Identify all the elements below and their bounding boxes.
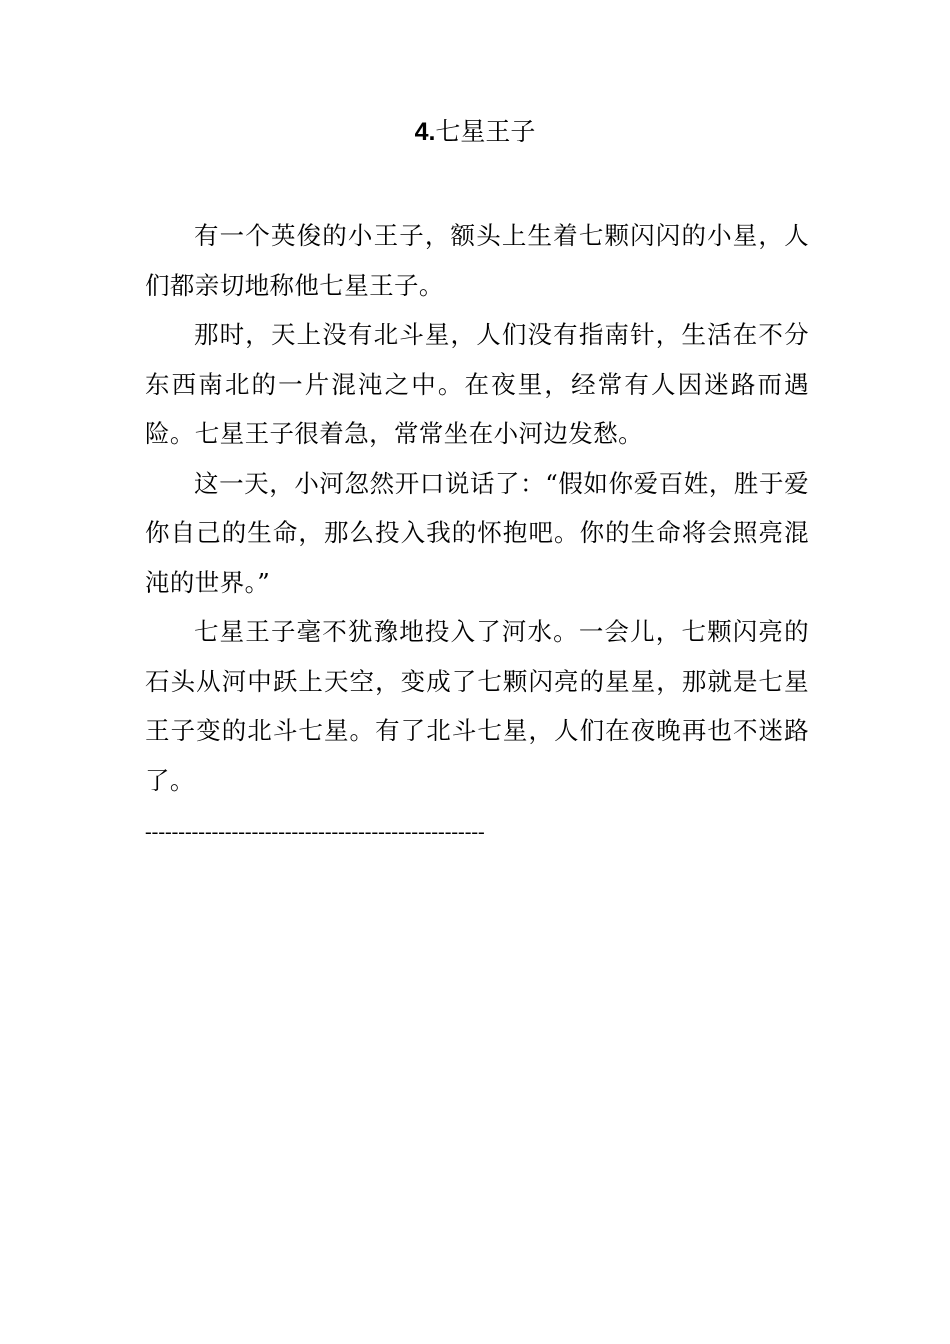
title-text: 七星王子: [435, 117, 536, 146]
page-title: [0, 112, 950, 152]
paragraph-3: 这一天，小河忽然开口说话了：“假如你爱百姓，胜于爱你自己的生命，那么投入我的怀抱吧。你的生命将会照亮混沌的世界。”: [145, 468, 809, 597]
title-number: 4.: [414, 118, 436, 146]
story-body: [145, 211, 809, 805]
paragraph-2: 那时，天上没有北斗星，人们没有指南针，生活在不分东西南北的一片混沌之中。在夜里，经常有人因迷路而遇险。七星王子很着急，常常坐在小河边发愁。: [145, 320, 809, 448]
dashed-divider: ---------------------------------------------------: [145, 821, 485, 843]
paragraph-1: 有一个英俊的小王子，额头上生着七颗闪闪的小星，人们都亲切地称他七星王子。: [145, 221, 809, 300]
paragraph-4: 七星王子毫不犹豫地投入了河水。一会儿，七颗闪亮的石头从河中跃上天空，变成了七颗闪亮的星星，那就是七星王子变的北斗七星。有了北斗七星，人们在夜晚再也不迷路了。: [145, 617, 809, 795]
